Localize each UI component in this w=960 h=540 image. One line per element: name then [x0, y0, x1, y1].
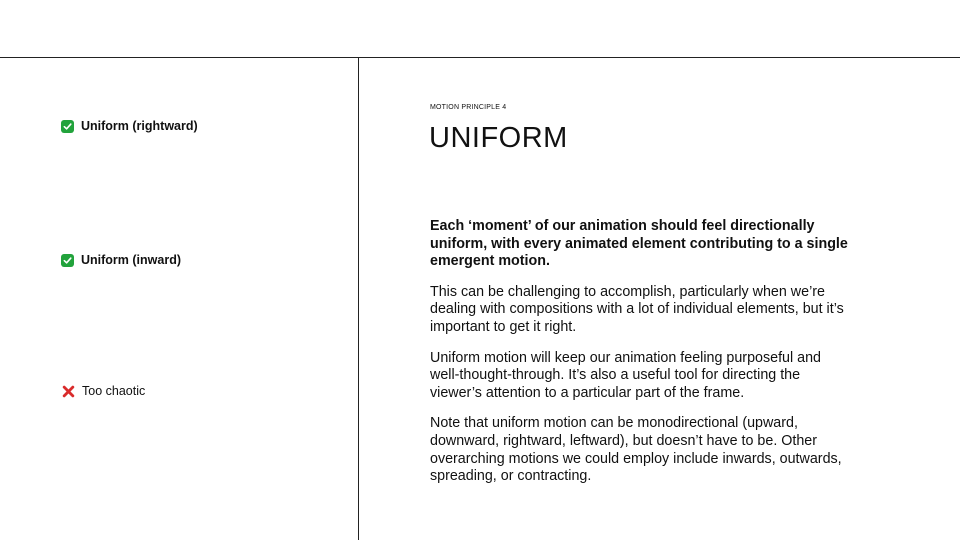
cross-mark-icon: [61, 384, 75, 398]
header-divider: [0, 57, 960, 58]
body-paragraph: This can be challenging to accomplish, particularly when we’re dealing with compositions with a lot of individual elements, but it’s important to get it right.: [430, 283, 844, 335]
check-mark-icon: [61, 254, 74, 267]
check-mark-icon: [61, 120, 74, 133]
body-paragraph: Note that uniform motion can be monodirectional (upward, downward, rightward, leftward), but doesn’t have to be. Other overarching motions we could employ include inwards, outwards, spreading, or contracting.: [430, 415, 842, 485]
example-label: Uniform (inward): [81, 253, 181, 267]
body-text: [430, 218, 850, 499]
lead-paragraph: Each ‘moment’ of our animation should feel directionally uniform, with every animated element contributing to a single emergent motion.: [430, 218, 848, 270]
example-label: Too chaotic: [82, 384, 146, 398]
page-title: UNIFORM: [429, 122, 568, 154]
example-too-chaotic: [61, 384, 145, 398]
example-uniform-inward: [61, 253, 181, 267]
example-uniform-rightward: [61, 119, 198, 133]
body-paragraph: Uniform motion will keep our animation feeling purposeful and well-thought-through. It’s also a useful tool for directing the viewer’s attention to a particular part of the frame.: [430, 349, 821, 401]
section-eyebrow: MOTION PRINCIPLE 4: [430, 104, 507, 111]
column-divider: [358, 57, 359, 540]
example-label: Uniform (rightward): [81, 119, 198, 133]
